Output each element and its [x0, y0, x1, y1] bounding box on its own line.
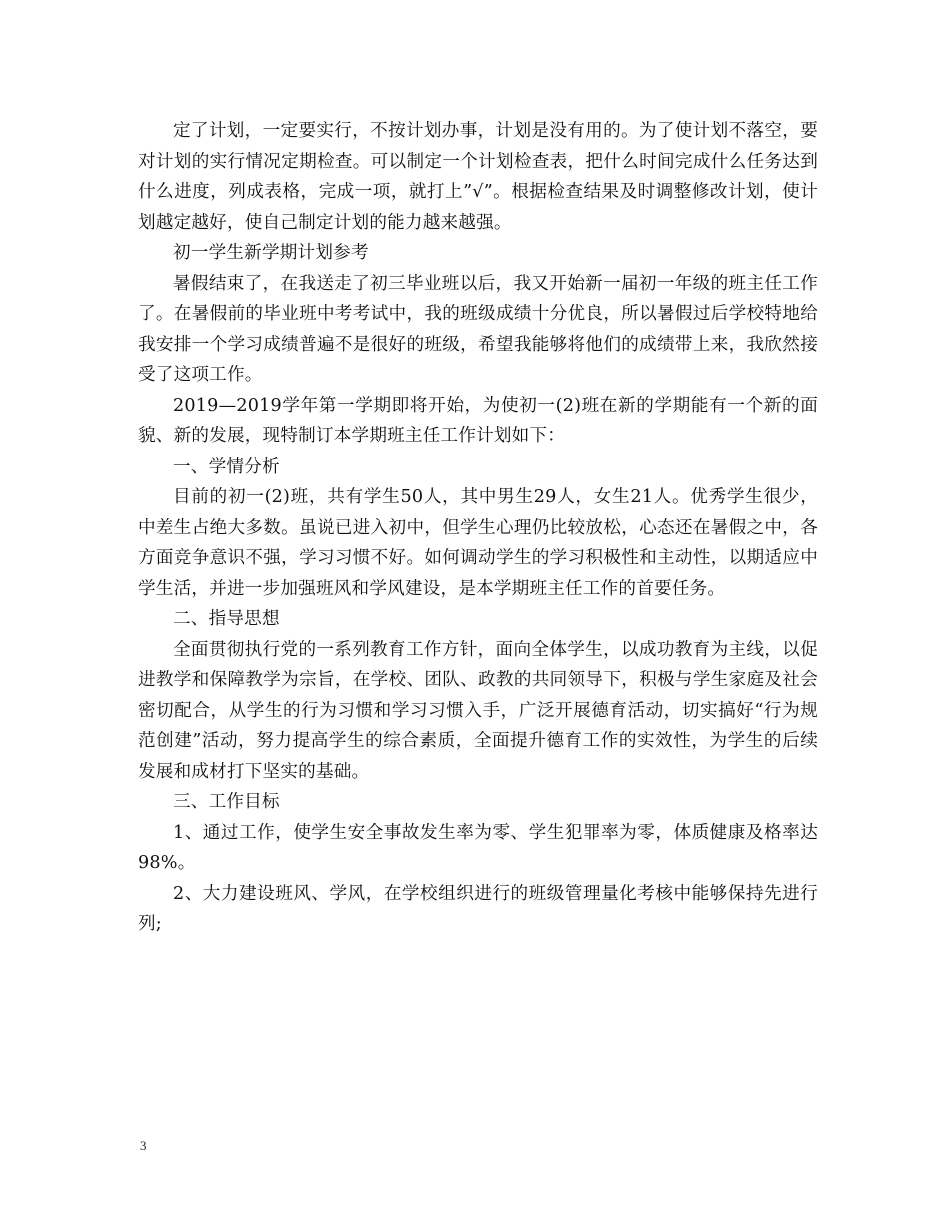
- paragraph: 2019—2019学年第一学期即将开始，为使初一(2)班在新的学期能有一个新的面貌、新的发展，现特制订本学期班主任工作计划如下：: [138, 395, 818, 446]
- paragraph: 目前的初一(2)班，共有学生50人，其中男生29人，女生21人。优秀学生很少，中差生占绝大多数。虽说已进入初中，但学生心理仍比较放松，心态还在暑假之中，各方面竞争意识不强，学习习惯不好。如何调动学生的学习积极性和主动性，以期适应中学生活，并进一步加强班风和学风建设，是本学期班主任工作的首要任务。: [138, 487, 818, 599]
- paragraph: 定了计划，一定要实行，不按计划办事，计划是没有用的。为了使计划不落空，要对计划的实行情况定期检查。可以制定一个计划检查表，把什么时间完成什么任务达到什么进度，列成表格，完成一项，就打上”√”。根据检查结果及时调整修改计划，使计划越定越好，使自己制定计划的能力越来越强。: [138, 121, 818, 233]
- document-body: [138, 116, 818, 940]
- page-number: 3: [140, 1138, 147, 1153]
- paragraph: 全面贯彻执行党的一系列教育工作方针，面向全体学生，以成功教育为主线，以促进教学和保障教学为宗旨，在学校、团队、政教的共同领导下，积极与学生家庭及社会密切配合，从学生的行为习惯和学习习惯入手，广泛开展德育活动，切实搞好“行为规范创建”活动，努力提高学生的综合素质，全面提升德育工作的实效性，为学生的后续发展和成材打下坚实的基础。: [138, 639, 818, 782]
- section-heading: 一、学情分析: [173, 456, 280, 477]
- paragraph: 1、通过工作，使学生安全事故发生率为零、学生犯罪率为零，体质健康及格率达98%。: [138, 822, 818, 873]
- section-heading: 二、指导思想: [173, 609, 280, 629]
- paragraph: 2、大力建设班风、学风，在学校组织进行的班级管理量化考核中能够保持先进行列;: [138, 883, 818, 934]
- section-heading: 三、工作目标: [173, 792, 280, 812]
- paragraph: 暑假结束了，在我送走了初三毕业班以后，我又开始新一届初一年级的班主任工作了。在暑假前的毕业班中考考试中，我的班级成绩十分优良，所以暑假过后学校特地给我安排一个学习成绩普遍不是很好的班级，希望我能够将他们的成绩带上来，我欣然接受了这项工作。: [138, 273, 818, 385]
- section-heading: 初一学生新学期计划参考: [173, 243, 369, 263]
